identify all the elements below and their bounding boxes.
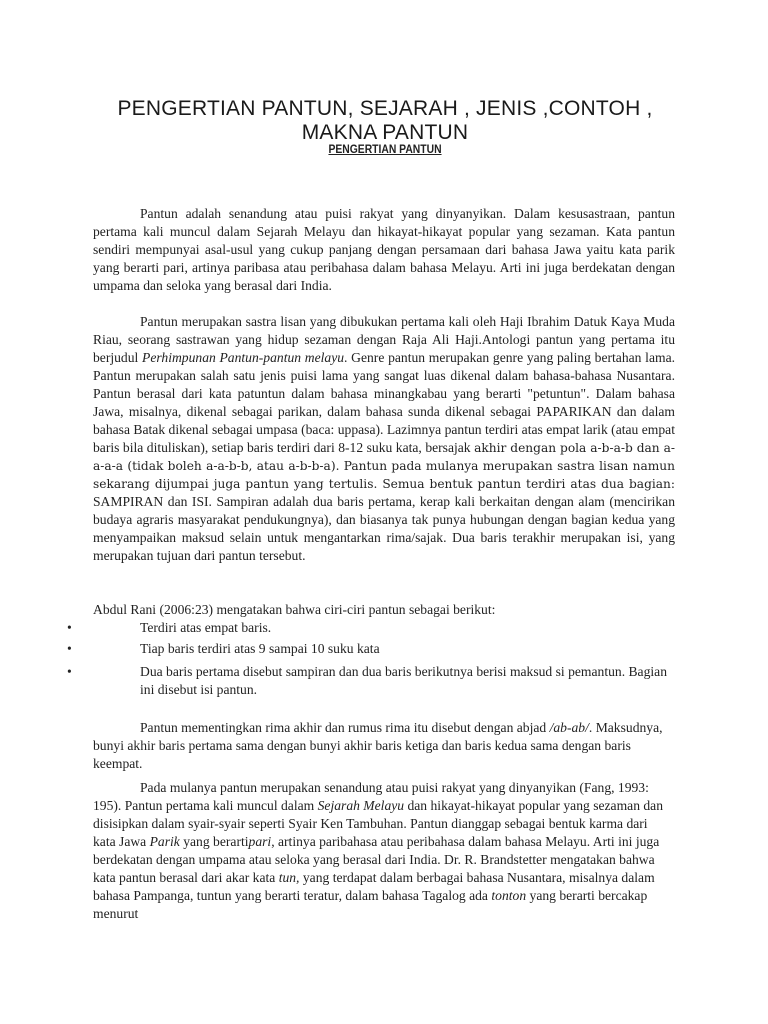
list-item-text: Tiap baris terdiri atas 9 sampai 10 suku kata [140,641,380,656]
italic-parik: Parik [149,834,180,849]
italic-pari: pari [248,834,272,849]
paragraph-4-text-c: yang berarti [179,834,249,849]
paragraph-3-text-b: . Maksudnya, bunyi akhir baris pertama sama dengan bunyi akhir baris ketiga dan baris kedua sama dengan baris keempat. [93,720,663,771]
bullet-icon: • [67,641,72,656]
list-intro: Abdul Rani (2006:23) mengatakan bahwa ciri-ciri pantun sebagai berikut: [93,602,496,617]
paragraph-4-text-f: yang berarti bercakap menurut [93,888,648,921]
italic-tonton: tonton [491,888,527,903]
paragraph-2-text-c: SAMPIRAN dan ISI. Sampiran adalah dua baris pertama, kerap kali berkaitan dengan alam (mencirikan budaya agraris masyarakat pendukungnya), dan biasanya tak punya hubungan dengan bagian kedua yang menyampaikan maksud selain untuk mengantarkan rima/sajak. Dua baris terakhir merupakan isi, yang merupakan tujuan dari pantun tersebut. [93,494,675,563]
paragraph-2-text-b: . Genre pantun merupakan genre yang paling bertahan lama. Pantun merupakan salah satu jenis puisi lama yang sangat luas dikenal dalam bahasa-bahasa Nusantara. Pantun berasal dari kata patuntun dalam bahasa minangkabau yang berarti "petuntun". Dalam bahasa Jawa, misalnya, dikenal sebagai parikan, dalam bahasa sunda dikenal sebagai PAPARIKAN dan dalam bahasa Batak dikenal sebagai umpasa (baca: uppasa). Lazimnya pantun terdiri atas empat larik (atau empat baris bila dituliskan), setiap baris terdiri dari 8-12 suku kata, bersajak [93,350,675,455]
rhyme-pattern: /ab-ab/ [549,720,589,735]
paragraph-2-slab-text: akhir dengan pola a-b-a-b dan a-a-a-a (tidak boleh a-a-b-b, atau a-b-b-a). Pantun pada mulanya merupakan sastra lisan namun sekarang dijumpai juga pantun yang tertulis. Semua bentuk pantun terdiri atas dua bagian: [93,441,675,491]
paragraph-3 [93,719,673,773]
paragraph-2-text-a: Pantun merupakan sastra lisan yang dibukukan pertama kali oleh Haji Ibrahim Datuk Kaya Muda Riau, seorang sastrawan yang hidup sezaman dengan Raja Ali Haji.Antologi pantun yang pertama itu berjudul [93,314,675,365]
paragraph-4-text-b: dan hikayat-hikayat popular yang sezaman dan disisipkan dalam syair-syair seperti Syair Ken Tambuhan. Pantun dianggap sebagai bentuk karma dari kata Jawa [93,798,664,849]
paragraph-2 [93,313,675,565]
document-title: PENGERTIAN PANTUN, SEJARAH , JENIS ,CONTOH , MAKNA PANTUN [117,97,653,144]
bullet-icon: • [67,620,72,635]
list-item-text: Dua baris pertama disebut sampiran dan dua baris berikutnya berisi maksud si pemantun. Bagian ini disebut isi pantun. [140,664,667,697]
paragraph-4 [93,779,673,923]
italic-tun: tun, [278,870,300,885]
section-heading: PENGERTIAN PANTUN [328,144,442,156]
paragraph-4-text-e: yang terdapat dalam berbagai bahasa Nusantara, misalnya dalam bahasa Pampanga, tuntun yang berarti teratur, dalam bahasa Tagalog ada [93,870,655,903]
paragraph-3-text-a: Pantun mementingkan rima akhir dan rumus rima itu disebut dengan abjad [140,720,550,735]
paragraph-4-text-a: Pada mulanya pantun merupakan senandung atau puisi rakyat yang dinyanyikan (Fang, 1993: 195). Pantun pertama kali muncul dalam [93,780,649,813]
bullet-icon: • [67,664,72,679]
paragraph-1-text: Pantun adalah senandung atau puisi rakyat yang dinyanyikan. Dalam kesusastraan, pantun pertama kali muncul dalam Sejarah Melayu dan hikayat-hikayat popular yang sezaman. Kata pantun sendiri mempunyai asal-usul yang cukup panjang dengan persamaan dari bahasa Jawa yaitu kata parik yang berarti pari, artinya paribasa atau peribahasa dalam bahasa Melayu. Arti ini juga berdekatan dengan umpama dan seloka yang berasal dari India. [93,206,675,293]
paragraph-1 [93,205,675,295]
list-item-text: Terdiri atas empat baris. [140,620,272,635]
anthology-title: Perhimpunan Pantun-pantun melayu [142,350,345,365]
paragraph-4-text-d: , artinya paribahasa atau peribahasa dalam bahasa Melayu. Arti ini juga berdekatan dengan umpama atau seloka yang berasal dari India. Dr. R. Brandstetter mengatakan bahwa kata pantun berasal dari akar kata [93,834,660,885]
italic-sejarah-melayu: Sejarah Melayu [317,798,405,813]
